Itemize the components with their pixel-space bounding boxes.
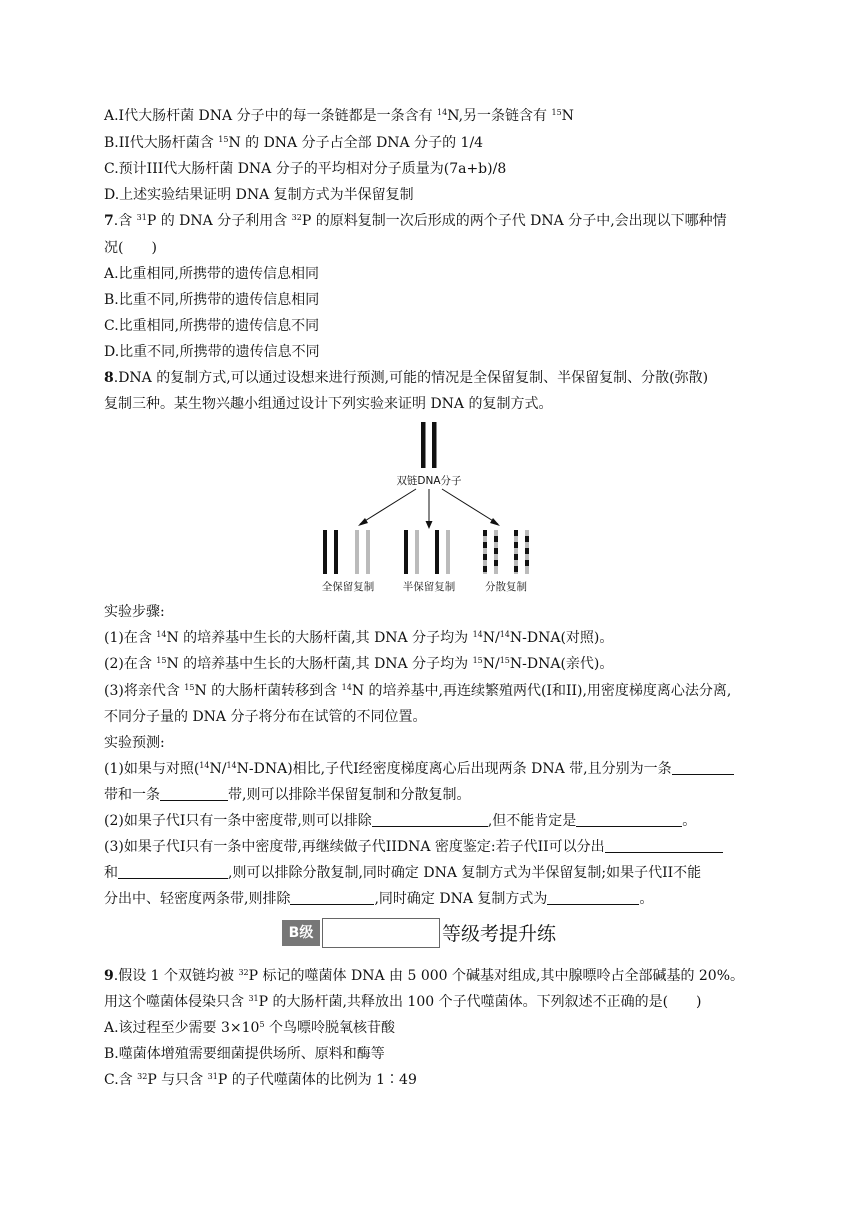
dna-replication-figure — [318, 418, 540, 596]
semiconservative-replication-strands — [404, 530, 450, 574]
section-box — [322, 918, 440, 948]
q9-stem-line2: 用这个噬菌体侵染只含 $^{31}$P 的大肠杆菌,共释放出 100 个子代噬菌体。下列叙述不正确的是( ) — [104, 994, 702, 1010]
arrow-dispersive — [442, 489, 498, 524]
q7-stem-line2: 况( ) — [104, 240, 157, 256]
q7-option-c: C.比重相同,所携带的遗传信息不同 — [104, 318, 320, 334]
q7-option-a: A.比重相同,所携带的遗传信息相同 — [104, 266, 320, 282]
step-3-line2: 不同分子量的 DNA 分子将分布在试管的不同位置。 — [104, 709, 427, 725]
section-title: 等级考提升练 — [442, 923, 557, 945]
section-header — [282, 918, 602, 950]
step-2: (2)在含 $^{15}$N 的培养基中生长的大肠杆菌,其 DNA 分子均为 $^{15}$N/$^{15}$N-DNA(亲代)。 — [104, 656, 614, 672]
q6-option-d: D.上述实验结果证明 DNA 复制方式为半保留复制 — [104, 187, 414, 203]
parent-strand-left — [421, 422, 426, 468]
answer-blank-8[interactable] — [547, 892, 639, 905]
conservative-replication-strands — [323, 530, 370, 574]
q7-stem: 7.含 $^{31}$P 的 DNA 分子利用含 $^{32}$P 的原料复制一次后形成的两个子代 DNA 分子中,会出现以下哪种情 — [104, 213, 727, 229]
prediction-3-line2: 和 ,则可以排除分散复制,同时确定 DNA 复制方式为半保留复制;如果子代II不能 — [104, 865, 702, 881]
q6-option-b: B.II代大肠杆菌含 $^{15}$N 的 DNA 分子占全部 DNA 分子的 1/4 — [104, 135, 484, 151]
section-badge: B级 — [282, 920, 320, 946]
prediction-title: 实验预测: — [104, 735, 165, 751]
answer-blank-4[interactable] — [576, 814, 682, 827]
arrowhead-dispersive — [490, 518, 500, 526]
arrowhead-semiconservative — [426, 521, 433, 529]
step-1: (1)在含 $^{14}$N 的培养基中生长的大肠杆菌,其 DNA 分子均为 $^{14}$N/$^{14}$N-DNA(对照)。 — [104, 630, 614, 646]
prediction-1: (1)如果与对照($^{14}$N/$^{14}$N-DNA)相比,子代I经密度梯度离心后出现两条 DNA 带,且分别为一条 — [104, 760, 734, 778]
q9-option-c: C.含 $^{32}$P 与只含 $^{31}$P 的子代噬菌体的比例为 1∶49 — [104, 1072, 417, 1088]
parent-dna-label: 双链DNA分子 — [396, 475, 462, 487]
prediction-1-line2: 带和一条 带,则可以排除半保留复制和分散复制。 — [104, 787, 471, 803]
conservative-label: 全保留复制 — [321, 581, 375, 593]
answer-blank-1[interactable] — [672, 762, 734, 775]
answer-blank-6[interactable] — [118, 866, 228, 879]
arrow-conservative — [360, 489, 416, 524]
semiconservative-label: 半保留复制 — [402, 581, 456, 593]
step-3: (3)将亲代含 $^{15}$N 的大肠杆菌转移到含 $^{14}$N 的培养基中,再连续繁殖两代(I和II),用密度梯度离心法分离, — [104, 683, 732, 699]
q7-option-b: B.比重不同,所携带的遗传信息相同 — [104, 292, 320, 308]
q7-option-d: D.比重不同,所携带的遗传信息不同 — [104, 344, 320, 360]
parent-strand-right — [432, 422, 437, 468]
answer-blank-5[interactable] — [605, 840, 723, 853]
q8-stem: 8.DNA 的复制方式,可以通过设想来进行预测,可能的情况是全保留复制、半保留复制、分散(弥散) — [104, 370, 709, 386]
answer-blank-2[interactable] — [160, 788, 228, 801]
answer-blank-3[interactable] — [372, 814, 488, 827]
q9-option-a: A.该过程至少需要 $3\times 10^5$ 个鸟嘌呤脱氧核苷酸 — [104, 1020, 396, 1036]
answer-blank-7[interactable] — [290, 892, 374, 905]
prediction-2: (2)如果子代I只有一条中密度带,则可以排除 ,但不能肯定是 。 — [104, 813, 697, 829]
q8-stem-line2: 复制三种。某生物兴趣小组通过设计下列实验来证明 DNA 的复制方式。 — [104, 396, 553, 412]
arrowhead-conservative — [358, 518, 368, 526]
prediction-3: (3)如果子代I只有一条中密度带,再继续做子代IIDNA 密度鉴定:若子代II可以分出 — [104, 838, 723, 856]
q6-option-a: A.I代大肠杆菌 DNA 分子中的每一条链都是一条含有 $^{14}$N,另一条链含有 $^{15}$N — [104, 108, 574, 124]
q6-option-c: C.预计III代大肠杆菌 DNA 分子的平均相对分子质量为(7a+b)/8 — [104, 161, 507, 177]
dispersive-label: 分散复制 — [485, 581, 527, 593]
steps-title: 实验步骤: — [104, 604, 165, 620]
q9-stem: 9.假设 1 个双链均被 $^{32}$P 标记的噬菌体 DNA 由 5 000 个碱基对组成,其中腺嘌呤占全部碱基的 20%。 — [104, 968, 745, 984]
q9-option-b: B.噬菌体增殖需要细菌提供场所、原料和酶等 — [104, 1046, 385, 1062]
dispersive-replication-strands — [483, 530, 529, 574]
prediction-3-line3: 分出中、轻密度两条带,则排除 ,同时确定 DNA 复制方式为 。 — [104, 891, 654, 907]
